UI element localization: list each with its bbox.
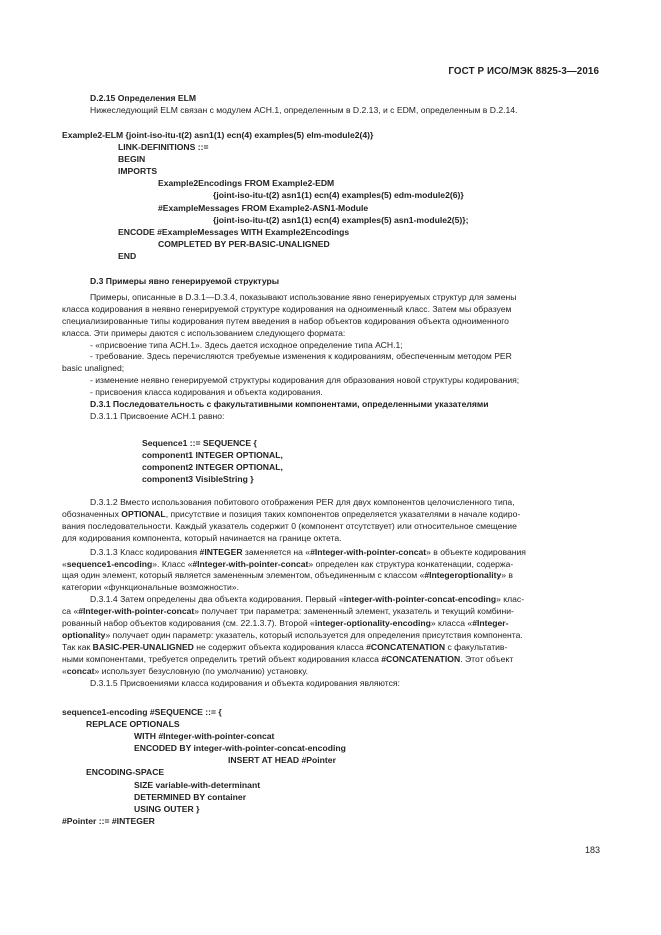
code-line: #Pointer ::= #INTEGER	[62, 815, 155, 826]
code-block-elm	[62, 129, 468, 262]
code-line: SIZE variable-with-determinant	[134, 779, 261, 790]
paragraph-line: вания последовательности. Каждый указатель содержит 0 (компонент отсутствует) или относительное смещение	[62, 520, 517, 531]
paragraph-line: класса кодирования в неявно генерируемой структуре кодирования на одноименный класс. Затем мы образуем	[62, 303, 512, 314]
list-item: - требование. Здесь перечисляются требуемые изменения к кодированиям, обеспеченным методом PER	[90, 351, 512, 362]
section-heading: D.3.1 Последовательность с факультативными компонентами, определенными указателями	[90, 399, 489, 410]
paragraph-line: D.3.1.4 Затем определены два объекта кодирования. Первый «integer-with-pointer-concat-encoding» клас-	[90, 594, 525, 605]
code-line: sequence1-encoding #SEQUENCE ::= {	[62, 707, 222, 717]
code-line: COMPLETED BY PER-BASIC-UNALIGNED	[158, 238, 330, 249]
paragraph-line: для кодирования компонента, который начинается на границе октета.	[62, 532, 342, 543]
code-line: IMPORTS	[118, 166, 158, 177]
code-line: USING OUTER }	[134, 803, 200, 814]
code-block-encoding	[62, 706, 346, 827]
paragraph-line: щая один элемент, который является замененным элементом, объединенным с классом «#Integeroptionality» в	[62, 570, 513, 581]
paragraph-line: Примеры, описанные в D.3.1—D.3.4, показывают использование явно генерируемых структур для замены	[90, 291, 517, 302]
document-header: ГОСТ Р ИСО/МЭК 8825-3—2016	[448, 66, 599, 77]
paragraph-line: «sequence1-encoding». Класс «#Integer-with-pointer-concat» определен как структура конкатенации, содержа-	[62, 558, 514, 569]
code-line: ENCODE #ExampleMessages WITH Example2Encodings	[118, 226, 350, 237]
paragraph-line: D.3.1.3 Класс кодирования #INTEGER заменяется на «#Integer-with-pointer-concat» в объекте кодирования	[90, 546, 526, 557]
section-heading: D.3 Примеры явно генерируемой структуры	[90, 276, 280, 286]
code-line: INSERT AT HEAD #Pointer	[228, 755, 336, 766]
paragraph-line: ными компонентами, требуется определить третий объект кодирования класса #CONCATENATION. Этот объект	[62, 653, 514, 664]
section-d215	[62, 93, 600, 117]
paragraph-line: рованный набор объектов кодирования (см. 22.1.3.7). Второй «integer-optionality-encoding» класса «#Integer-	[62, 618, 509, 629]
list-item: - присвоения класса кодирования и объекта кодирования.	[90, 387, 323, 398]
code-line: LINK-DEFINITIONS ::=	[118, 142, 209, 153]
code-line: WITH #Integer-with-pointer-concat	[134, 731, 275, 742]
paragraph: Нижеследующий ELM связан с модулем АСН.1, определенным в D.2.13, и с EDM, определенным в D.2.14.	[90, 104, 518, 115]
code-block-sequence1	[142, 437, 283, 485]
paragraph-line: класса. Эти примеры даются с использованием следующего формата:	[62, 327, 346, 338]
paragraph-line: «concat» использует безусловную (по умолчанию) установку.	[62, 665, 309, 676]
code-line: REPLACE OPTIONALS	[86, 719, 180, 730]
code-line: #ExampleMessages FROM Example2-ASN1-Module	[158, 202, 369, 213]
code-line: Example2-ELM {joint-iso-itu-t(2) asn1(1) ecn(4) examples(5) elm-module2(4)}	[62, 130, 374, 140]
paragraph-line: Так как BASIC-PER-UNALIGNED не содержит объекта кодирования класса #CONCATENATION с факультатив-	[62, 641, 508, 652]
paragraph-line: специализированные типы кодирования путем введения в набор объектов кодирования объекта одноименного	[62, 315, 509, 326]
list-item: - «присвоение типа АСН.1». Здесь дается исходное определение типа АСН.1;	[90, 339, 403, 350]
paragraph: D.3.1.1 Присвоение АСН.1 равно:	[90, 410, 225, 421]
code-line: {joint-iso-itu-t(2) asn1(1) ecn(4) examples(5) asn1-module2(5)};	[213, 214, 469, 225]
code-line: ENCODED BY integer-with-pointer-concat-encoding	[134, 743, 346, 754]
section-heading: D.2.15 Определения ELM	[90, 93, 196, 103]
section-d3	[62, 276, 600, 423]
code-line: component1 INTEGER OPTIONAL,	[142, 450, 283, 461]
code-line: Example2Encodings FROM Example2-EDM	[158, 178, 335, 189]
code-line: BEGIN	[118, 154, 146, 165]
paragraph-line: optionality» получает один параметр: указатель, который используется для определения присутствия компонента.	[62, 629, 523, 640]
code-line: component2 INTEGER OPTIONAL,	[142, 462, 283, 473]
page-number: 183	[584, 845, 600, 855]
code-line: DETERMINED BY container	[134, 791, 247, 802]
paragraph-line: категории «функциональные возможности».	[62, 582, 239, 593]
code-line: END	[118, 250, 137, 261]
paragraph-line: са «#Integer-with-pointer-concat» получает три параметра: замененный элемент, указатель и текущий комбини-	[62, 606, 514, 617]
code-line: ENCODING-SPACE	[86, 767, 165, 778]
paragraph-line: обозначенных OPTIONAL, присутствие и позиция таких компонентов определяется указателями в начале кодиро-	[62, 508, 521, 519]
code-line: Sequence1 ::= SEQUENCE {	[142, 438, 257, 448]
code-line: {joint-iso-itu-t(2) asn1(1) ecn(4) examples(5) edm-module2(6)}	[213, 190, 464, 201]
list-item: - изменение неявно генерируемой структуры кодирования для образования новой структуры кодирования;	[90, 375, 520, 386]
paragraph-line: D.3.1.2 Вместо использования побитового отображения PER для двух компонентов целочисленного типа,	[90, 497, 515, 507]
list-item: basic unaligned;	[62, 363, 125, 374]
code-line: component3 VisibleString }	[142, 474, 254, 485]
paragraph-line: D.3.1.5 Присвоениями класса кодирования и объекта кодирования являются:	[90, 677, 400, 688]
section-d312-d315	[62, 497, 600, 690]
